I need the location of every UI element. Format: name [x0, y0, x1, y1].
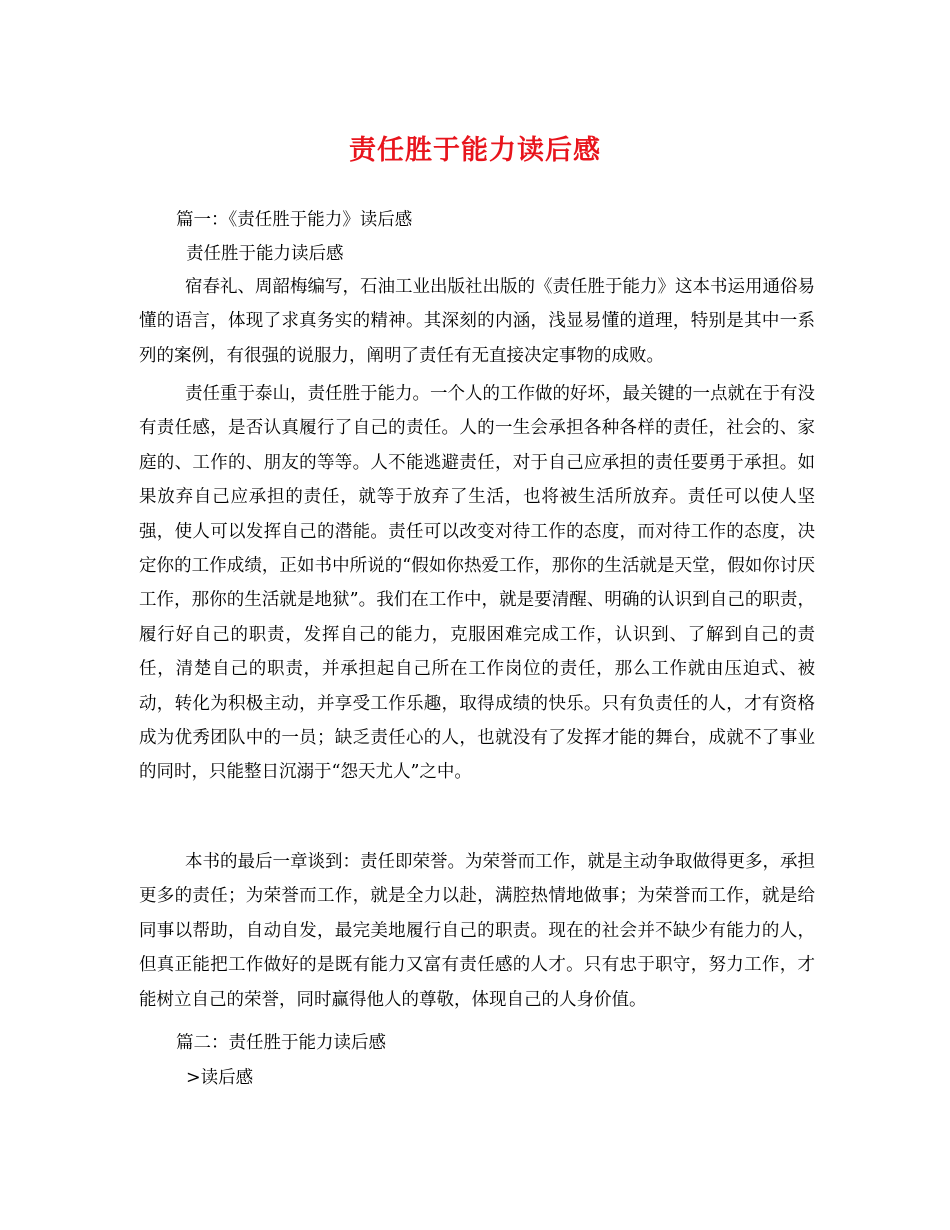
paragraph-1: 宿春礼、周韶梅编写，石油工业出版社出版的《责任胜于能力》这本书运用通俗易懂的语言，体现了求真务实的精神。其深刻的内涵，浅显易懂的道理，特别是其中一系列的案例，有很强的说服力，阐明了责任有无直接决定事物的成败。 [139, 277, 815, 366]
paragraph-2: 责任重于泰山，责任胜于能力。一个人的工作做的好坏，最关键的一点就在于有没有责任感，是否认真履行了自己的责任。人的一生会承担各种各样的责任，社会的、家庭的、工作的、朋友的等等。人不能逃避责任，对于自己应承担的责任要勇于承担。如果放弃自己应承担的责任，就等于放弃了生活，也将被生活所放弃。责任可以使人坚强，使人可以发挥自己的潜能。责任可以改变对待工作的态度，而对待工作的态度，决定你的工作成绩，正如书中所说的“假如你热爱工作，那你的生活就是天堂，假如你讨厌工作，那你的生活就是地狱”。我们在工作中，就是要清醒、明确的认识到自己的职责，履行好自己的职责，发挥自己的能力，克服困难完成工作，认识到、了解到自己的责任，清楚自己的职责，并承担起自己所在工作岗位的责任，那么工作就由压迫式、被动，转化为积极主动，并享受工作乐趣，取得成绩的快乐。只有负责任的人，才有资格成为优秀团队中的一员；缺乏责任心的人，也就没有了发挥才能的舞台，成就不了事业的同时，只能整日沉溺于“怨天尤人”之中。 [139, 384, 815, 783]
document-title: 责任胜于能力读后感 [349, 135, 601, 166]
section-heading-1: 篇一：《责任胜于能力》读后感 [176, 210, 413, 230]
paragraph-3: 本书的最后一章谈到：责任即荣誉。为荣誉而工作，就是主动争取做得更多，承担更多的责任；为荣誉而工作，就是全力以赴，满腔热情地做事；为荣誉而工作，就是给同事以帮助，自动自发，最完美地履行自己的职责。现在的社会并不缺少有能力的人，但真正能把工作做好的是既有能力又富有责任感的人才。只有忠于职守，努力工作，才能树立自己的荣誉，同时赢得他人的尊敬，体现自己的人身价值。 [139, 852, 815, 1010]
section-heading-2: 篇二：责任胜于能力读后感 [176, 1033, 386, 1053]
section-2-subheading: >读后感 [186, 1068, 254, 1088]
section-subtitle: 责任胜于能力读后感 [186, 244, 344, 264]
